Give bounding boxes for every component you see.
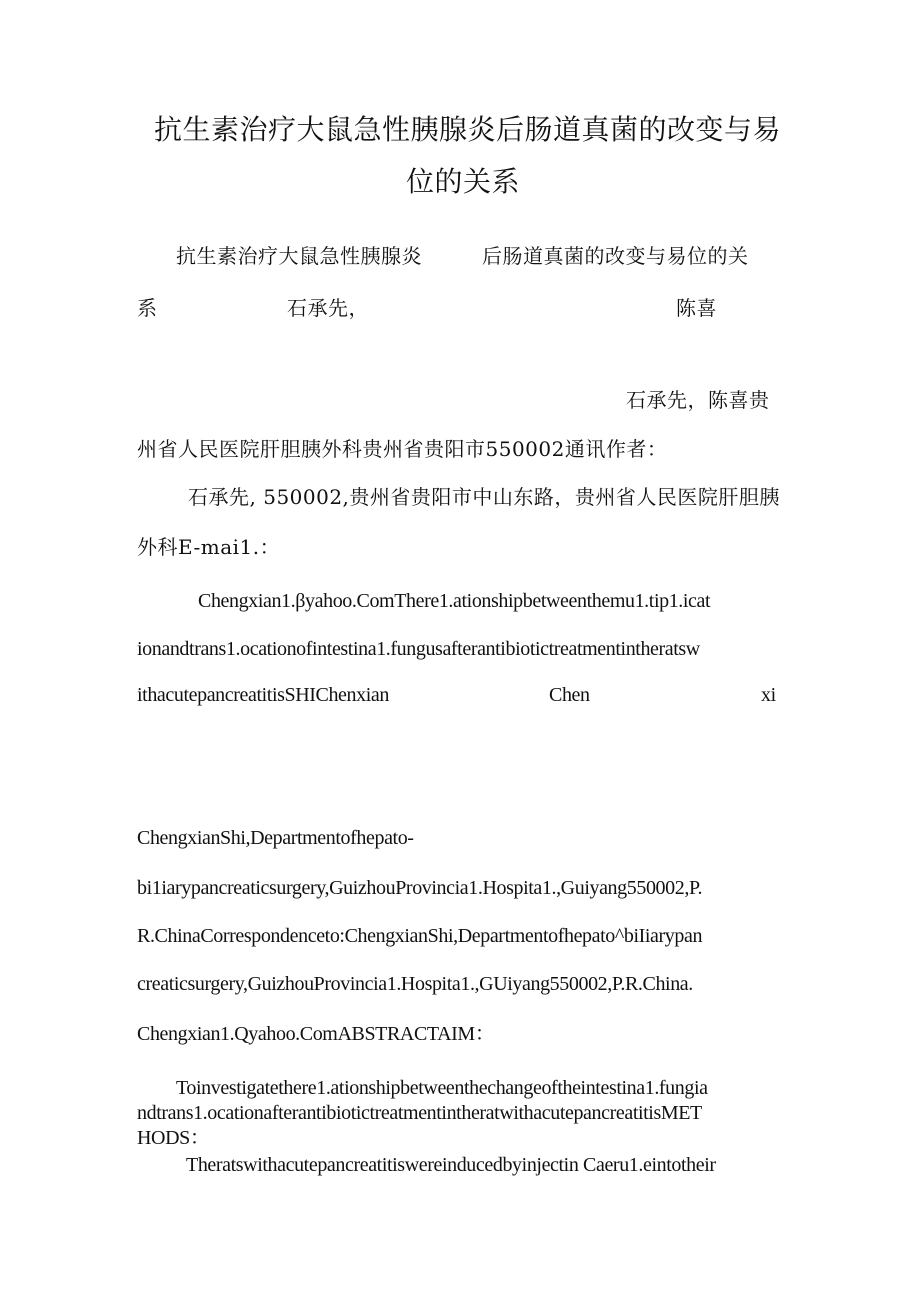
affiliation-line-4: 外科E-mai1.：: [137, 535, 281, 559]
abstract-aim-line-2: ndtrans1.ocationafterantibiotictreatmentintheratwithacutepancreatitisMET: [137, 1102, 702, 1124]
subtitle-part-3: 系: [137, 296, 158, 320]
document-title-line-1: 抗生素治疗大鼠急性胰腺炎后肠道真菌的改变与易: [154, 113, 782, 146]
subtitle-part-1: 抗生素治疗大鼠急性胰腺炎: [176, 244, 422, 268]
english-title-line-3b: Chen: [549, 684, 590, 706]
affiliation-line-3: 石承先, 550002,贵州省贵阳市中山东路，贵州省人民医院肝胆胰: [188, 485, 780, 509]
english-title-line-1: Chengxian1.βyahoo.ComThere1.ationshipbetweenthemu1.tip1.icat: [198, 590, 711, 612]
english-affiliation-line-3: R.ChinaCorrespondenceto:ChengxianShi,Departmentofhepato^biIiarypan: [137, 925, 703, 947]
author-name-1: 石承先，: [287, 296, 369, 320]
author-name-2: 陈喜: [676, 296, 717, 320]
english-title-line-3a: ithacutepancreatitisSHIChenxian: [137, 684, 389, 706]
english-title-line-3c: xi: [761, 684, 776, 706]
subtitle-part-2: 后肠道真菌的改变与易位的关: [482, 244, 749, 268]
english-affiliation-line-2: bi1iarypancreaticsurgery,GuizhouProvincia1.Hospita1.,Guiyang550002,P.: [137, 877, 703, 899]
abstract-aim-line-3: HODS：: [137, 1127, 210, 1149]
english-affiliation-line-1: ChengxianShi,Departmentofhepato-: [137, 827, 414, 849]
english-title-line-2: ionandtrans1.ocationofintestina1.fungusafterantibiotictreatmentintheratsw: [137, 638, 700, 660]
abstract-aim-line-1: Toinvestigatethere1.ationshipbetweenthechangeoftheintestina1.fungia: [176, 1077, 708, 1099]
document-title-line-2: 位的关系: [406, 165, 521, 198]
abstract-methods-line-1: Theratswithacutepancreatitiswereinducedbyinjectin Caeru1.eintotheir: [186, 1154, 716, 1176]
english-affiliation-line-5: Chengxian1.Qyahoo.ComABSTRACTAIM：: [137, 1023, 495, 1045]
affiliation-line-2: 州省人民医院肝胆胰外科贵州省贵阳市550002通讯作者：: [137, 437, 668, 461]
english-affiliation-line-4: creaticsurgery,GuizhouProvincia1.Hospita1.,GUiyang550002,P.R.China.: [137, 973, 693, 995]
affiliation-line-1: 石承先，陈喜贵: [626, 388, 770, 412]
